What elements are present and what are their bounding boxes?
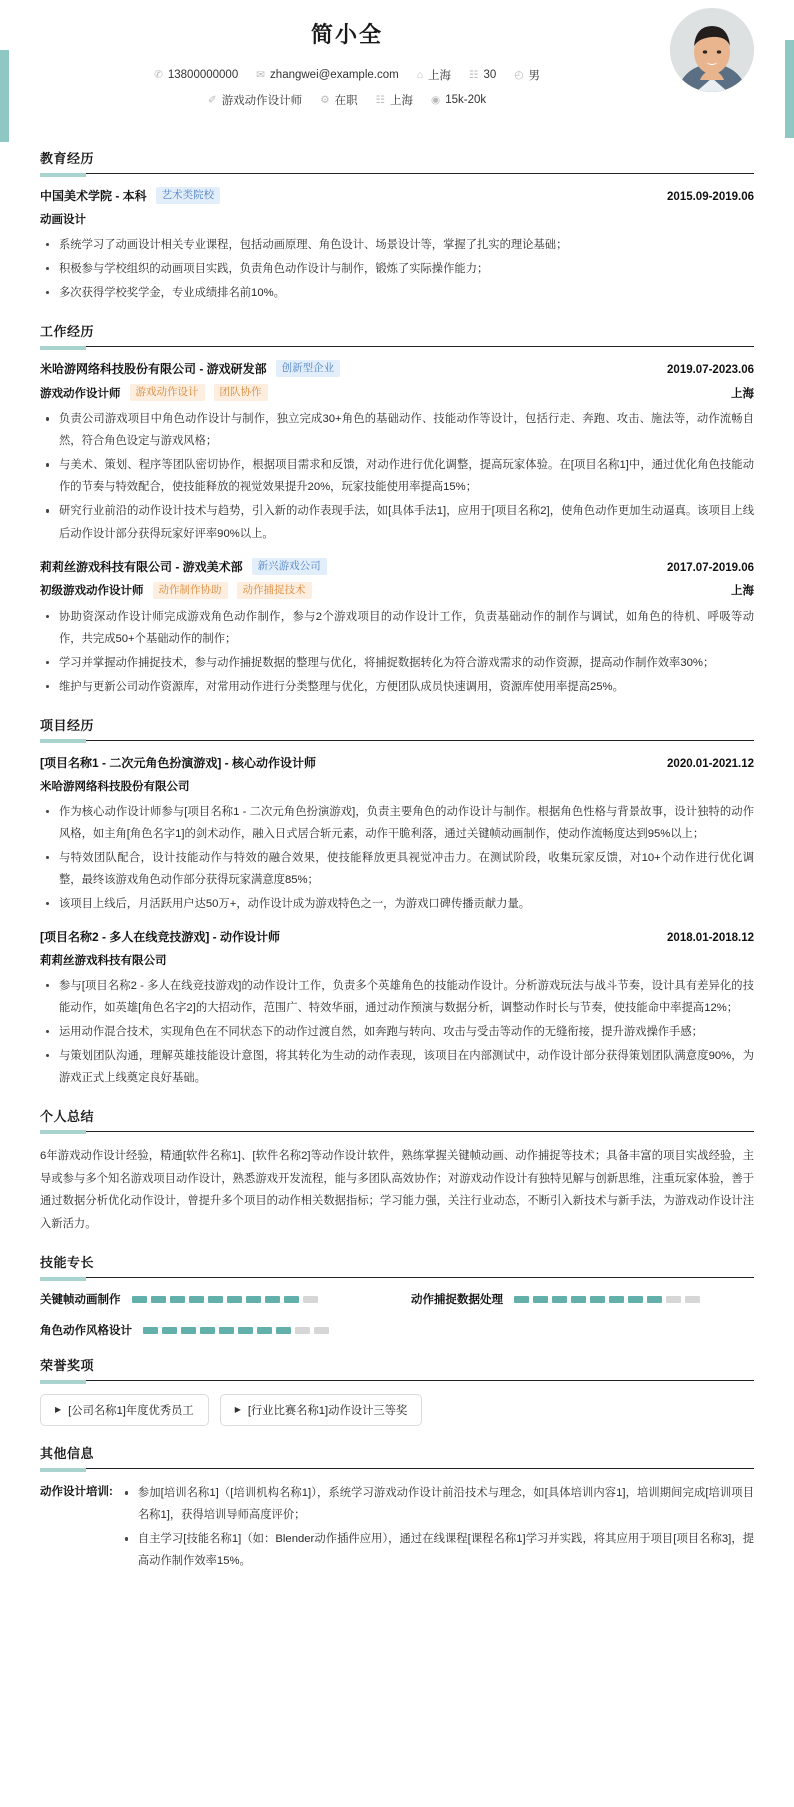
skill-segment — [284, 1296, 299, 1303]
skill-segment — [170, 1296, 185, 1303]
entry-date: 2020.01-2021.12 — [667, 757, 754, 770]
bullet-item: 自主学习[技能名称1]（如：Blender动作插件应用），通过在线课程[课程名称1]学习并实践，将其应用于项目[项目名称3]，提高动作制作效率15%。 — [119, 1528, 754, 1572]
skills-grid — [40, 1291, 754, 1338]
skill-row — [40, 1322, 383, 1338]
bullet-item: 与特效团队配合，设计技能动作与特效的融合效果，使技能释放更具视觉冲击力。在测试阶段，收集玩家反馈，对10+个动作进行优化调整，最终该游戏角色动作部分获得玩家满意度85%； — [40, 847, 754, 891]
section-header-work — [40, 321, 754, 347]
entry-header-line — [40, 558, 754, 575]
salary-icon: ◉ — [431, 93, 441, 106]
experience-entry — [40, 754, 754, 915]
entry-organization: 中国美术学院 - 本科 — [40, 189, 147, 204]
skill-segment — [628, 1296, 643, 1303]
section-awards — [40, 1355, 754, 1426]
contact-item — [417, 67, 451, 83]
section-other — [40, 1443, 754, 1574]
awards-list — [40, 1394, 754, 1426]
bullet-item: 系统学习了动画设计相关专业课程，包括动画原理、角色设计、场景设计等，掌握了扎实的理论基础； — [40, 234, 754, 256]
skill-name: 关键帧动画制作 — [40, 1294, 121, 1307]
section-header-project — [40, 715, 754, 741]
entry-skill-tag: 团队协作 — [214, 384, 268, 401]
home-icon: ⌂ — [416, 68, 424, 81]
age-icon: ☷ — [469, 68, 479, 81]
entry-bullet-list — [40, 234, 754, 304]
bullet-item: 运用动作混合技术，实现角色在不同状态下的动作过渡自然，如奔跑与转向、攻击与受击等动作的无缝衔接，提升游戏操作手感； — [40, 1021, 754, 1043]
bullet-item: 参加[培训名称1]（[培训机构名称1]），系统学习游戏动作设计前沿技术与理念，如[具体培训内容1]，培训期间完成[培训项目名称1]，获得培训导师高度评价； — [119, 1482, 754, 1526]
entry-organization: [项目名称2 - 多人在线竞技游戏] - 动作设计师 — [40, 929, 280, 944]
left-accent-bar — [0, 50, 9, 142]
entry-subtitle: 莉莉丝游戏科技有限公司 — [40, 954, 167, 967]
skill-row — [411, 1291, 754, 1307]
bullet-item: 积极参与学校组织的动画项目实践，负责角色动作设计与制作，锻炼了实际操作能力； — [40, 258, 754, 280]
other-info-row — [40, 1482, 754, 1574]
other-info-label: 动作设计培训: — [40, 1486, 113, 1499]
phone-icon: ✆ — [154, 68, 163, 81]
section-header-awards — [40, 1355, 754, 1381]
contact-item — [514, 67, 540, 83]
entry-location: 上海 — [731, 387, 754, 400]
skill-segment — [189, 1296, 204, 1303]
entry-role-line — [40, 582, 754, 599]
triangle-icon: ▶ — [234, 1405, 241, 1415]
skill-segment — [303, 1296, 318, 1303]
skill-segment — [227, 1296, 242, 1303]
entry-skill-tag: 动作捕捉技术 — [237, 582, 312, 599]
summary-text: 6年游戏动作设计经验，精通[软件名称1]、[软件名称2]等动作设计软件，熟练掌握关键帧动画、动作捕捉等技术；具备丰富的项目实战经验，主导或参与多个知名游戏项目动作设计，熟悉游戏开发流程，能与多团队高效协作；对游戏动作设计有独特见解与创新思维，注重玩家体验，善于通过数据分析优化动作设计，曾提升多个项目的动作相关数据指标；学习能力强，关注行业动态，不断引入新技术与新手法，为游戏动作设计注入新活力。 — [40, 1149, 754, 1230]
entry-date: 2019.07-2023.06 — [667, 364, 754, 377]
award-label: [公司名称1]年度优秀员工 — [68, 1405, 194, 1418]
skill-segment — [181, 1327, 196, 1334]
entry-role-line — [40, 384, 754, 401]
bullet-item: 与美术、策划、程序等团队密切协作，根据项目需求和反馈，对动作进行优化调整，提高玩家体验。在[项目名称1]中，通过优化角色技能动作的节奏与特效配合，使技能释放的视觉效果提升20%，玩家技能使用率提高15%； — [40, 454, 754, 498]
section-title: 个人总结 — [40, 1108, 95, 1124]
skill-segment — [609, 1296, 624, 1303]
bullet-item: 协助资深动作设计师完成游戏角色动作制作，参与2个游戏项目的动作设计工作，负责基础动作的制作与调试，如角色的待机、呼吸等动作，共完成50+个基础动作的制作； — [40, 606, 754, 650]
bullet-item: 多次获得学校奖学金，专业成绩排名前10%。 — [40, 282, 754, 304]
experience-entry — [40, 558, 754, 698]
section-education — [40, 148, 754, 304]
contact-row-secondary — [40, 92, 754, 108]
bullet-item: 学习并掌握动作捕捉技术，参与动作捕捉数据的整理与优化，将捕捉数据转化为符合游戏需求的动作资源，提高动作制作效率30%； — [40, 652, 754, 674]
entry-organization: 米哈游网络科技股份有限公司 - 游戏研发部 — [40, 362, 267, 377]
contact-item — [208, 92, 302, 108]
skill-segment — [208, 1296, 223, 1303]
contact-text: 13800000000 — [167, 69, 239, 81]
contact-item — [256, 69, 398, 81]
entry-bullet-list — [40, 408, 754, 544]
entry-header-left — [40, 754, 316, 771]
other-info-bullets — [119, 1482, 754, 1574]
section-project — [40, 715, 754, 1089]
entry-skill-tag: 游戏动作设计 — [130, 384, 205, 401]
entry-tag: 新兴游戏公司 — [252, 558, 327, 575]
entry-header-left — [40, 187, 220, 204]
entry-bullet-list — [40, 975, 754, 1089]
section-title: 工作经历 — [40, 324, 95, 340]
entry-date: 2018.01-2018.12 — [667, 931, 754, 944]
experience-entry — [40, 928, 754, 1089]
skill-segment — [590, 1296, 605, 1303]
bullet-item: 作为核心动作设计师参与[项目名称1 - 二次元角色扮演游戏]，负责主要角色的动作设计与制作。根据角色性格与背景故事，设计独特的动作风格，如主角[角色名字1]的剑术动作，融入日式居合斩元素，动作干脆利落，通过关键帧动画制作，使动作流畅度达到95%以上； — [40, 801, 754, 845]
avatar — [670, 8, 754, 92]
section-title: 项目经历 — [40, 717, 95, 733]
bullet-item: 该项目上线后，月活跃用户达50万+，动作设计成为游戏特色之一，为游戏口碑传播贡献力量。 — [40, 893, 754, 915]
skill-segment — [666, 1296, 681, 1303]
contact-item — [376, 92, 413, 108]
entry-role: 初级游戏动作设计师 — [40, 585, 144, 598]
skill-segment — [265, 1296, 280, 1303]
skill-segment — [533, 1296, 548, 1303]
entry-header-line — [40, 187, 754, 204]
contact-text: 游戏动作设计师 — [221, 95, 303, 107]
section-title: 技能专长 — [40, 1255, 95, 1271]
bullet-item: 与策划团队沟通，理解英雄技能设计意图，将其转化为生动的动作表现，该项目在内部测试中，动作设计部分获得策划团队满意度90%，为游戏正式上线奠定良好基础。 — [40, 1045, 754, 1089]
contact-item — [469, 69, 496, 81]
section-header-skills — [40, 1252, 754, 1278]
section-header-other — [40, 1443, 754, 1469]
contact-text: 男 — [528, 70, 540, 82]
skill-segment — [571, 1296, 586, 1303]
skill-level-bar — [143, 1327, 329, 1334]
skill-segment — [200, 1327, 215, 1334]
entry-role-left — [40, 582, 312, 599]
status-icon: ⚙ — [320, 93, 330, 106]
job-title-icon: ✐ — [207, 93, 217, 106]
city-icon: ☷ — [375, 93, 386, 106]
experience-entry — [40, 360, 754, 544]
entry-organization: 莉莉丝游戏科技有限公司 - 游戏美术部 — [40, 559, 243, 574]
entry-bullet-list — [40, 606, 754, 698]
skill-segment — [685, 1296, 700, 1303]
skill-level-bar — [132, 1296, 318, 1303]
entry-header-line — [40, 360, 754, 377]
entry-header-left — [40, 928, 280, 945]
entry-date: 2015.09-2019.06 — [667, 191, 754, 204]
skill-segment — [552, 1296, 567, 1303]
skill-segment — [647, 1296, 662, 1303]
section-title: 其他信息 — [40, 1446, 95, 1462]
right-accent-bar — [785, 40, 794, 138]
bullet-item: 维护与更新公司动作资源库，对常用动作进行分类整理与优化，方便团队成员快速调用，资源库使用率提高25%。 — [40, 676, 754, 698]
contact-text: 15k-20k — [445, 94, 487, 106]
page-title: 简小全 — [310, 22, 383, 47]
skill-level-bar — [514, 1296, 700, 1303]
education-entries — [40, 187, 754, 304]
skill-segment — [219, 1327, 234, 1334]
entry-tag: 艺术类院校 — [156, 187, 221, 204]
skill-segment — [143, 1327, 158, 1334]
entry-subtitle: 米哈游网络科技股份有限公司 — [40, 780, 190, 793]
entry-location: 上海 — [731, 585, 754, 598]
email-icon: ✉ — [256, 68, 266, 81]
project-entries — [40, 754, 754, 1089]
bullet-item: 参与[项目名称2 - 多人在线竞技游戏]的动作设计工作，负责多个英雄角色的技能动作设计。分析游戏玩法与战斗节奏，设计具有差异化的技能动作，如英雄[角色名字2]的大招动作，范围广、特效华丽，通过动作预演与数据分析，调整动作时长与节奏，使技能命中率提高12%； — [40, 975, 754, 1019]
contact-item — [431, 94, 486, 106]
contact-text: zhangwei@example.com — [270, 69, 399, 81]
skill-name: 动作捕捉数据处理 — [411, 1294, 503, 1307]
entry-skill-tag: 动作制作协助 — [153, 582, 228, 599]
section-header-education — [40, 148, 754, 174]
skill-row — [40, 1291, 383, 1307]
entry-header-line — [40, 754, 754, 771]
contact-text: 在职 — [334, 95, 358, 107]
contact-item — [320, 92, 357, 108]
entry-role: 游戏动作设计师 — [40, 387, 121, 400]
contact-text: 上海 — [428, 70, 452, 82]
skill-segment — [257, 1327, 272, 1334]
avatar-photo — [670, 8, 754, 92]
triangle-icon: ▶ — [55, 1405, 62, 1415]
entry-bullet-list — [40, 801, 754, 915]
entry-header-left — [40, 558, 327, 575]
section-skills — [40, 1252, 754, 1338]
entry-subtitle: 动画设计 — [40, 214, 86, 227]
bullet-item: 负责公司游戏项目中角色动作设计与制作，独立完成30+角色的基础动作、技能动作等设计，包括行走、奔跑、攻击、施法等，动作流畅自然，符合角色设定与游戏风格； — [40, 408, 754, 452]
gender-icon: ◴ — [514, 68, 524, 81]
section-work — [40, 321, 754, 698]
contact-item — [154, 69, 238, 81]
skill-segment — [514, 1296, 529, 1303]
resume-header — [40, 0, 754, 131]
skill-segment — [314, 1327, 329, 1334]
skill-segment — [151, 1296, 166, 1303]
contact-text: 上海 — [390, 95, 414, 107]
section-header-summary — [40, 1106, 754, 1132]
entry-header-left — [40, 360, 340, 377]
skill-segment — [295, 1327, 310, 1334]
entry-organization: [项目名称1 - 二次元角色扮演游戏] - 核心动作设计师 — [40, 755, 316, 770]
bullet-item: 研究行业前沿的动作设计技术与趋势，引入新的动作表现手法，如[具体手法1]，应用于[项目名称2]，使角色动作更加生动逼真。该项目上线后动作设计部分获得玩家好评率90%以上。 — [40, 500, 754, 544]
experience-entry — [40, 187, 754, 304]
award-label: [行业比赛名称1]动作设计三等奖 — [247, 1405, 408, 1418]
section-title: 教育经历 — [40, 151, 95, 166]
entry-tag: 创新型企业 — [276, 360, 341, 377]
contact-row-primary — [40, 67, 754, 83]
contact-text: 30 — [483, 69, 497, 81]
skill-segment — [132, 1296, 147, 1303]
skill-segment — [162, 1327, 177, 1334]
work-entries — [40, 360, 754, 698]
entry-role-left — [40, 384, 268, 401]
entry-date: 2017.07-2019.06 — [667, 561, 754, 574]
section-title: 荣誉奖项 — [40, 1358, 95, 1374]
skill-name: 角色动作风格设计 — [40, 1325, 132, 1338]
skill-segment — [246, 1296, 261, 1303]
skill-segment — [238, 1327, 253, 1334]
award-item[interactable] — [220, 1394, 423, 1426]
award-item[interactable] — [40, 1394, 209, 1426]
entry-header-line — [40, 928, 754, 945]
skill-segment — [276, 1327, 291, 1334]
section-summary — [40, 1106, 754, 1235]
